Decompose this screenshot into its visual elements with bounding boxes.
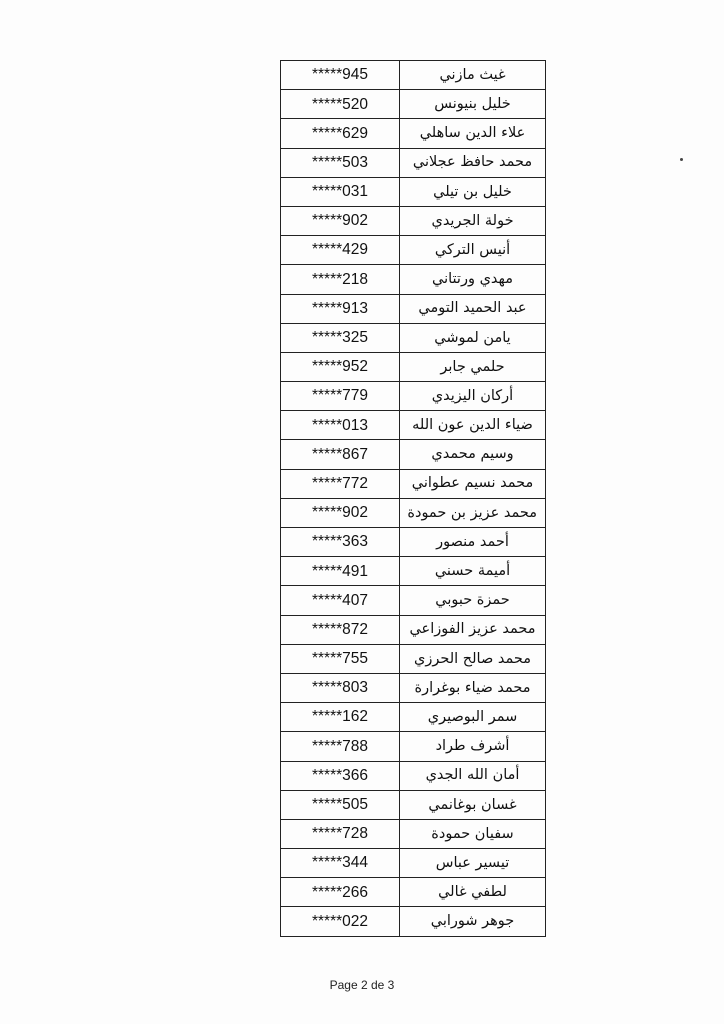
table-row <box>281 849 546 878</box>
masked-id-cell: *****867 <box>281 440 400 469</box>
table-row <box>281 90 546 119</box>
name-cell: أحمد منصور <box>400 528 546 557</box>
table-row <box>281 557 546 586</box>
table-row <box>281 323 546 352</box>
masked-id-cell: *****952 <box>281 352 400 381</box>
masked-id-cell: *****031 <box>281 177 400 206</box>
masked-id-cell: *****344 <box>281 849 400 878</box>
masked-id-cell: *****728 <box>281 819 400 848</box>
name-cell: عبد الحميد التومي <box>400 294 546 323</box>
masked-id-cell: *****407 <box>281 586 400 615</box>
name-cell: سفيان حمودة <box>400 819 546 848</box>
table-row <box>281 440 546 469</box>
masked-id-cell: *****913 <box>281 294 400 323</box>
name-cell: مهدي ورتتاني <box>400 265 546 294</box>
table-row <box>281 907 546 936</box>
masked-id-cell: *****022 <box>281 907 400 936</box>
masked-id-cell: *****325 <box>281 323 400 352</box>
masked-id-cell: *****803 <box>281 673 400 702</box>
table-row <box>281 528 546 557</box>
name-cell: تيسير عباس <box>400 849 546 878</box>
name-cell: محمد صالح الحرزي <box>400 644 546 673</box>
name-cell: محمد ضياء بوغرارة <box>400 673 546 702</box>
table-row <box>281 703 546 732</box>
name-cell: أركان اليزيدي <box>400 382 546 411</box>
roster-table <box>280 60 546 937</box>
table-row <box>281 294 546 323</box>
table-row <box>281 498 546 527</box>
table-row <box>281 819 546 848</box>
table-row <box>281 761 546 790</box>
table-row <box>281 644 546 673</box>
masked-id-cell: *****788 <box>281 732 400 761</box>
table-row <box>281 177 546 206</box>
masked-id-cell: *****366 <box>281 761 400 790</box>
name-cell: علاء الدين ساهلي <box>400 119 546 148</box>
masked-id-cell: *****872 <box>281 615 400 644</box>
name-cell: سمر البوصيري <box>400 703 546 732</box>
masked-id-cell: *****902 <box>281 498 400 527</box>
masked-id-cell: *****902 <box>281 206 400 235</box>
name-cell: أنيس التركي <box>400 236 546 265</box>
masked-id-cell: *****491 <box>281 557 400 586</box>
name-cell: يامن لموشي <box>400 323 546 352</box>
masked-id-cell: *****013 <box>281 411 400 440</box>
name-cell: ضياء الدين عون الله <box>400 411 546 440</box>
table-row <box>281 469 546 498</box>
masked-id-cell: *****162 <box>281 703 400 732</box>
masked-id-cell: *****505 <box>281 790 400 819</box>
name-cell: محمد عزيز الفوزاعي <box>400 615 546 644</box>
name-cell: خولة الجريدي <box>400 206 546 235</box>
name-cell: أشرف طراد <box>400 732 546 761</box>
scan-speck <box>680 158 683 161</box>
name-cell: محمد نسيم عطواني <box>400 469 546 498</box>
table-row <box>281 673 546 702</box>
table-row <box>281 236 546 265</box>
name-cell: محمد عزيز بن حمودة <box>400 498 546 527</box>
masked-id-cell: *****629 <box>281 119 400 148</box>
masked-id-cell: *****772 <box>281 469 400 498</box>
table-row <box>281 352 546 381</box>
name-cell: غسان بوغانمي <box>400 790 546 819</box>
name-cell: جوهر شورابي <box>400 907 546 936</box>
masked-id-cell: *****363 <box>281 528 400 557</box>
table-row <box>281 732 546 761</box>
name-cell: خليل بن تيلي <box>400 177 546 206</box>
page-number: Page 2 de 3 <box>329 978 395 992</box>
name-cell: خليل بنيونس <box>400 90 546 119</box>
table-row <box>281 61 546 90</box>
table-row <box>281 878 546 907</box>
table-row <box>281 586 546 615</box>
table-row <box>281 790 546 819</box>
name-cell: حلمي جابر <box>400 352 546 381</box>
masked-id-cell: *****945 <box>281 61 400 90</box>
masked-id-cell: *****779 <box>281 382 400 411</box>
masked-id-cell: *****429 <box>281 236 400 265</box>
table-row <box>281 411 546 440</box>
table-row <box>281 206 546 235</box>
name-cell: محمد حافظ عجلاني <box>400 148 546 177</box>
table-row <box>281 382 546 411</box>
masked-id-cell: *****503 <box>281 148 400 177</box>
table-row <box>281 265 546 294</box>
name-cell: أميمة حسني <box>400 557 546 586</box>
masked-id-cell: *****520 <box>281 90 400 119</box>
roster-table-body <box>281 61 546 937</box>
masked-id-cell: *****755 <box>281 644 400 673</box>
name-cell: أمان الله الجدي <box>400 761 546 790</box>
table-row <box>281 615 546 644</box>
masked-id-cell: *****218 <box>281 265 400 294</box>
name-cell: وسيم محمدي <box>400 440 546 469</box>
name-cell: لطفي غالي <box>400 878 546 907</box>
table-row <box>281 119 546 148</box>
masked-id-cell: *****266 <box>281 878 400 907</box>
name-cell: حمزة حبوبي <box>400 586 546 615</box>
table-row <box>281 148 546 177</box>
name-cell: غيث مازني <box>400 61 546 90</box>
